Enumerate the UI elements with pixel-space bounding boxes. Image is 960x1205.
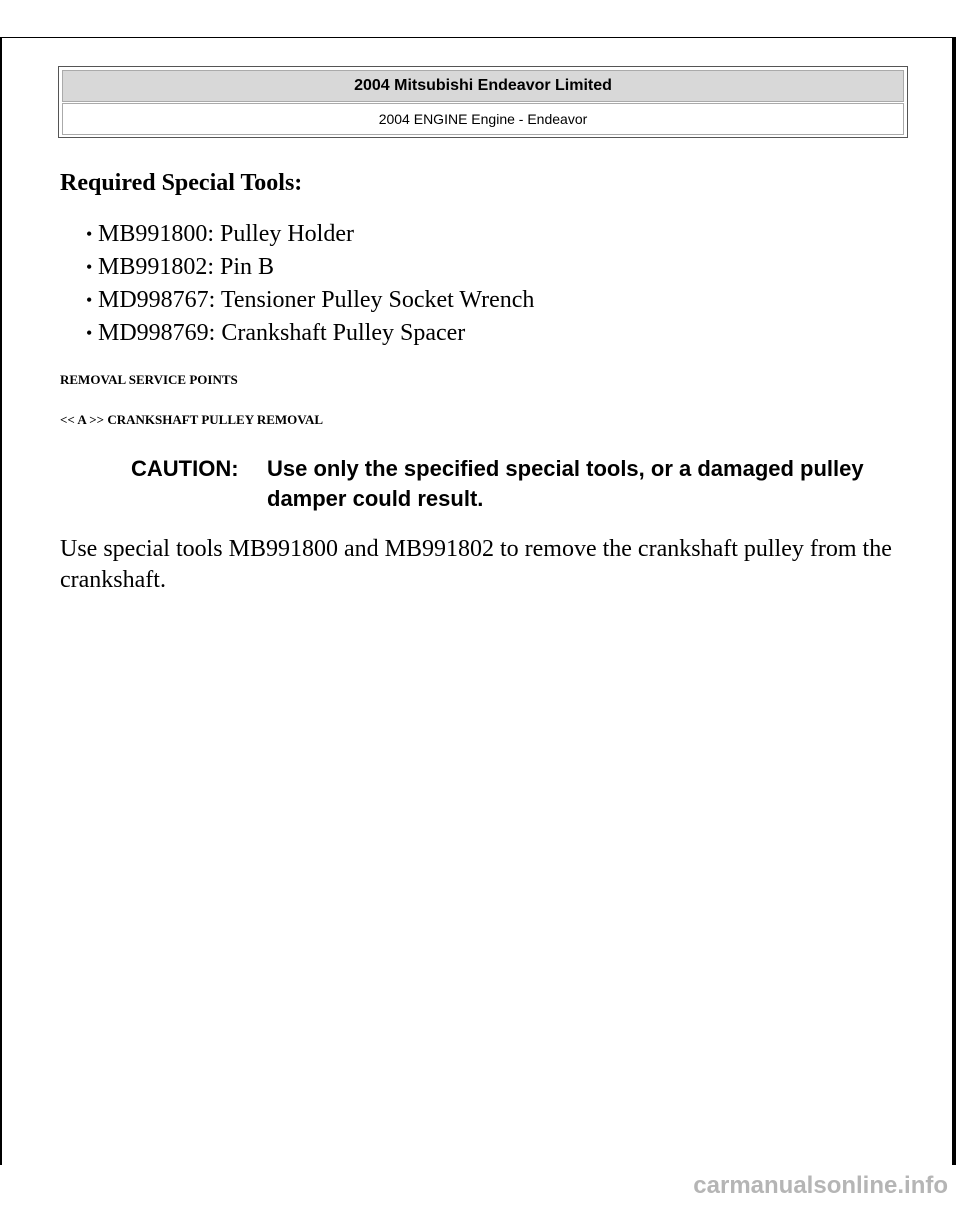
tool-text: MD998767: Tensioner Pulley Socket Wrench <box>98 287 535 313</box>
header-title: 2004 Mitsubishi Endeavor Limited <box>62 70 904 102</box>
list-item <box>86 284 534 317</box>
header-subtitle: 2004 ENGINE Engine - Endeavor <box>62 103 904 135</box>
document-header <box>58 66 908 138</box>
page-frame <box>0 37 956 1165</box>
crankshaft-pulley-removal-heading: << A >> CRANKSHAFT PULLEY REMOVAL <box>60 412 324 427</box>
caution-label: CAUTION: <box>131 456 239 481</box>
caution-note <box>131 454 891 514</box>
bullet-icon: • <box>86 323 93 343</box>
bullet-icon: • <box>86 290 93 310</box>
list-item <box>86 251 534 284</box>
removal-service-points-heading: REMOVAL SERVICE POINTS <box>60 372 238 387</box>
tool-text: MB991802: Pin B <box>98 254 275 280</box>
list-item <box>86 218 534 251</box>
caution-text: Use only the specified special tools, or a damaged pulley damper could result. <box>267 456 864 511</box>
tool-list <box>86 218 534 350</box>
required-tools-heading: Required Special Tools: <box>60 170 303 196</box>
tool-text: MB991800: Pulley Holder <box>98 221 354 247</box>
list-item <box>86 317 534 350</box>
procedure-text: Use special tools MB991800 and MB991802 to remove the crankshaft pulley from the crankshaft. <box>60 536 892 593</box>
bullet-icon: • <box>86 224 93 244</box>
tool-text: MD998769: Crankshaft Pulley Spacer <box>98 320 466 346</box>
bullet-icon: • <box>86 257 93 277</box>
watermark: carmanualsonline.info <box>693 1172 948 1199</box>
